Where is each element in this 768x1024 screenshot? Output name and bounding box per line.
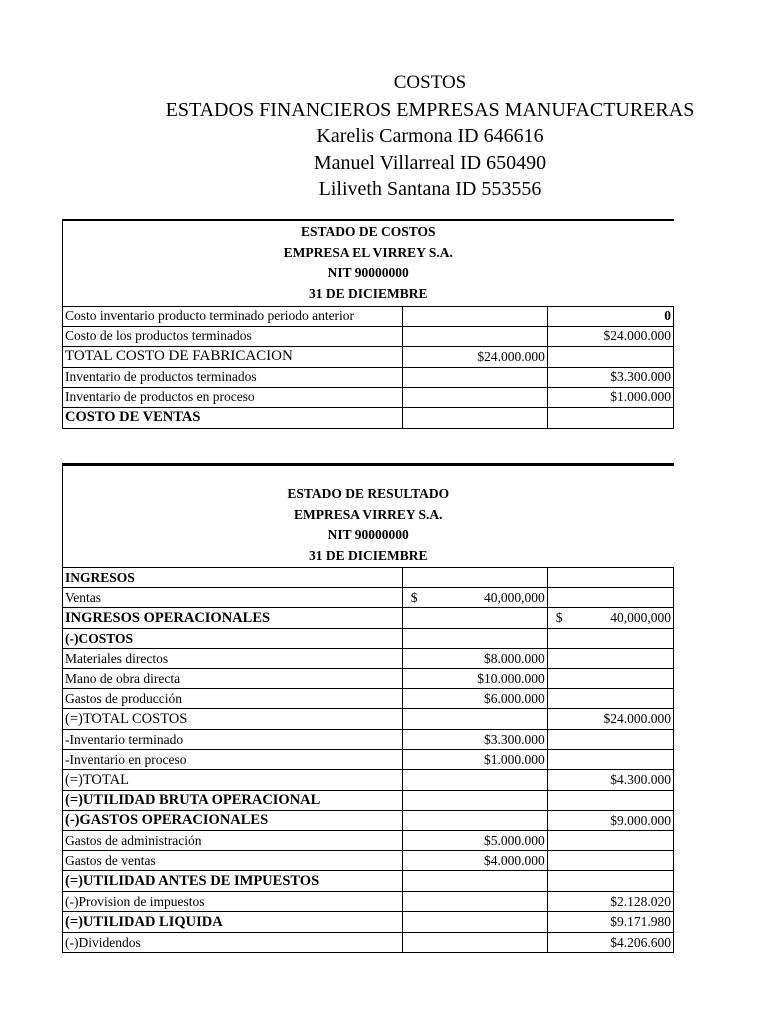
table-row [63, 568, 674, 588]
row-right-value [547, 649, 673, 669]
row-mid-value [402, 933, 547, 953]
table-row [63, 407, 674, 428]
row-label: (=)TOTAL [63, 770, 403, 791]
row-right-value: $24.000.000 [547, 709, 673, 730]
table-row [63, 709, 674, 730]
row-mid-value [402, 608, 547, 629]
row-right-value: $24.000.000 [547, 326, 673, 346]
table-row [63, 367, 674, 387]
currency-symbol: $ [555, 610, 563, 625]
row-label: (=)UTILIDAD BRUTA OPERACIONAL [63, 791, 403, 811]
row-right-value: $3.300.000 [547, 367, 673, 387]
table-row [63, 608, 674, 629]
row-right-value [547, 346, 673, 367]
row-mid-value [402, 629, 547, 649]
row-right-value: 0 [547, 306, 673, 326]
row-right-value [547, 407, 673, 428]
course-title: COSTOS [393, 72, 467, 93]
row-mid-value [402, 912, 547, 933]
resultado-title-block [63, 465, 674, 568]
costos-date: 31 DE DICIEMBRE [308, 285, 428, 301]
currency-symbol: $ [410, 589, 418, 605]
row-right-value [547, 669, 673, 689]
table-row [63, 730, 674, 750]
table-row [63, 669, 674, 689]
author-2: Manuel Villarreal ID 650490 [313, 151, 547, 174]
row-label: Costo inventario producto terminado periodo anterior [63, 306, 403, 326]
row-label: (=)UTILIDAD LIQUIDA [63, 912, 403, 933]
row-right-value [547, 588, 673, 608]
row-right-value: $4.300.000 [547, 770, 673, 791]
table-row [63, 770, 674, 791]
row-mid-value [403, 306, 548, 326]
row-label: TOTAL COSTO DE FABRICACION [63, 346, 403, 367]
table-row [63, 326, 674, 346]
row-right-value [547, 730, 673, 750]
table-row [63, 689, 674, 709]
table-row [63, 871, 674, 892]
row-label: INGRESOS [63, 568, 403, 588]
table-row [63, 912, 674, 933]
row-right-value [547, 629, 673, 649]
resultado-title: ESTADO DE RESULTADO [287, 486, 450, 501]
row-mid-value: $10.000.000 [402, 669, 547, 689]
table-row [63, 306, 674, 326]
resultado-company: EMPRESA VIRREY S.A. [293, 506, 443, 522]
row-label: (-)COSTOS [63, 629, 403, 649]
costos-title: ESTADO DE COSTOS [300, 224, 436, 240]
table-row [63, 588, 674, 608]
costos-title-block [63, 220, 674, 306]
row-label: Inventario de productos en proceso [63, 387, 403, 407]
table-row [63, 791, 674, 811]
row-label: Mano de obra directa [63, 669, 403, 689]
row-mid-value [402, 811, 547, 831]
row-label: Materiales directos [63, 649, 403, 669]
document-header [0, 70, 768, 203]
row-mid-value: $4.000.000 [402, 851, 547, 871]
row-right-value [547, 750, 673, 770]
row-label: -Inventario en proceso [63, 750, 403, 770]
row-mid-value [402, 892, 547, 912]
row-label: COSTO DE VENTAS [63, 407, 403, 428]
row-mid-value: $3.300.000 [402, 730, 547, 750]
row-label: Costo de los productos terminados [63, 326, 403, 346]
row-mid-value [403, 387, 548, 407]
resultado-section [0, 463, 674, 958]
row-right-value [547, 568, 673, 588]
row-mid-value: $24.000.000 [403, 346, 548, 367]
table-row [63, 851, 674, 871]
row-right-value: $1.000.000 [547, 387, 673, 407]
row-mid-value [402, 770, 547, 791]
row-right-value: $9.000.000 [547, 811, 673, 831]
row-right-value: $4.206.600 [547, 933, 673, 953]
ventas-amount: 40,000,000 [483, 589, 545, 605]
costos-section [0, 219, 674, 429]
row-right-value [547, 871, 673, 892]
row-label: (-)Provision de impuestos [63, 892, 403, 912]
row-mid-value: $6.000.000 [402, 689, 547, 709]
row-label: -Inventario terminado [63, 730, 403, 750]
table-row [63, 831, 674, 851]
resultado-table [62, 463, 674, 953]
row-right-value: $9.171.980 [547, 912, 673, 933]
row-label: Gastos de administración [63, 831, 403, 851]
costos-table [62, 219, 674, 429]
row-right-value [547, 831, 673, 851]
table-row [63, 750, 674, 770]
row-label: (-)GASTOS OPERACIONALES [63, 811, 403, 831]
table-row [63, 387, 674, 407]
row-right-value [547, 851, 673, 871]
row-label: INGRESOS OPERACIONALES [63, 608, 403, 629]
row-mid-value [402, 871, 547, 892]
row-mid-value [403, 326, 548, 346]
ventas-value-cell [402, 588, 547, 608]
row-mid-value [402, 568, 547, 588]
table-row [63, 892, 674, 912]
row-mid-value [403, 407, 548, 428]
row-label: Gastos de producción [63, 689, 403, 709]
costos-company: EMPRESA EL VIRREY S.A. [283, 244, 453, 260]
document-subtitle: ESTADOS FINANCIEROS EMPRESAS MANUFACTURERAS [165, 98, 695, 121]
ingresos-amount: 40,000,000 [610, 610, 671, 625]
author-3: Liliveth Santana ID 553556 [318, 178, 542, 200]
row-label: Ventas [63, 588, 403, 608]
table-row [63, 811, 674, 831]
row-mid-value: $8.000.000 [402, 649, 547, 669]
resultado-date: 31 DE DICIEMBRE [308, 547, 428, 563]
row-label: (=)UTILIDAD ANTES DE IMPUESTOS [63, 871, 403, 892]
row-mid-value [402, 709, 547, 730]
row-right-value: $2.128.020 [547, 892, 673, 912]
table-row [63, 346, 674, 367]
table-row [63, 649, 674, 669]
row-label: (=)TOTAL COSTOS [63, 709, 403, 730]
row-mid-value [402, 791, 547, 811]
row-label: (-)Dividendos [63, 933, 403, 953]
row-mid-value: $1.000.000 [402, 750, 547, 770]
author-1: Karelis Carmona ID 646616 [316, 125, 544, 147]
ingresos-value-cell [547, 608, 673, 629]
row-mid-value: $5.000.000 [402, 831, 547, 851]
row-label: Gastos de ventas [63, 851, 403, 871]
row-right-value [547, 791, 673, 811]
resultado-nit: NIT 90000000 [327, 527, 409, 542]
table-row [63, 933, 674, 953]
row-mid-value [403, 367, 548, 387]
row-label: Inventario de productos terminados [63, 367, 403, 387]
costos-nit: NIT 90000000 [327, 265, 409, 281]
row-right-value [547, 689, 673, 709]
table-row [63, 629, 674, 649]
